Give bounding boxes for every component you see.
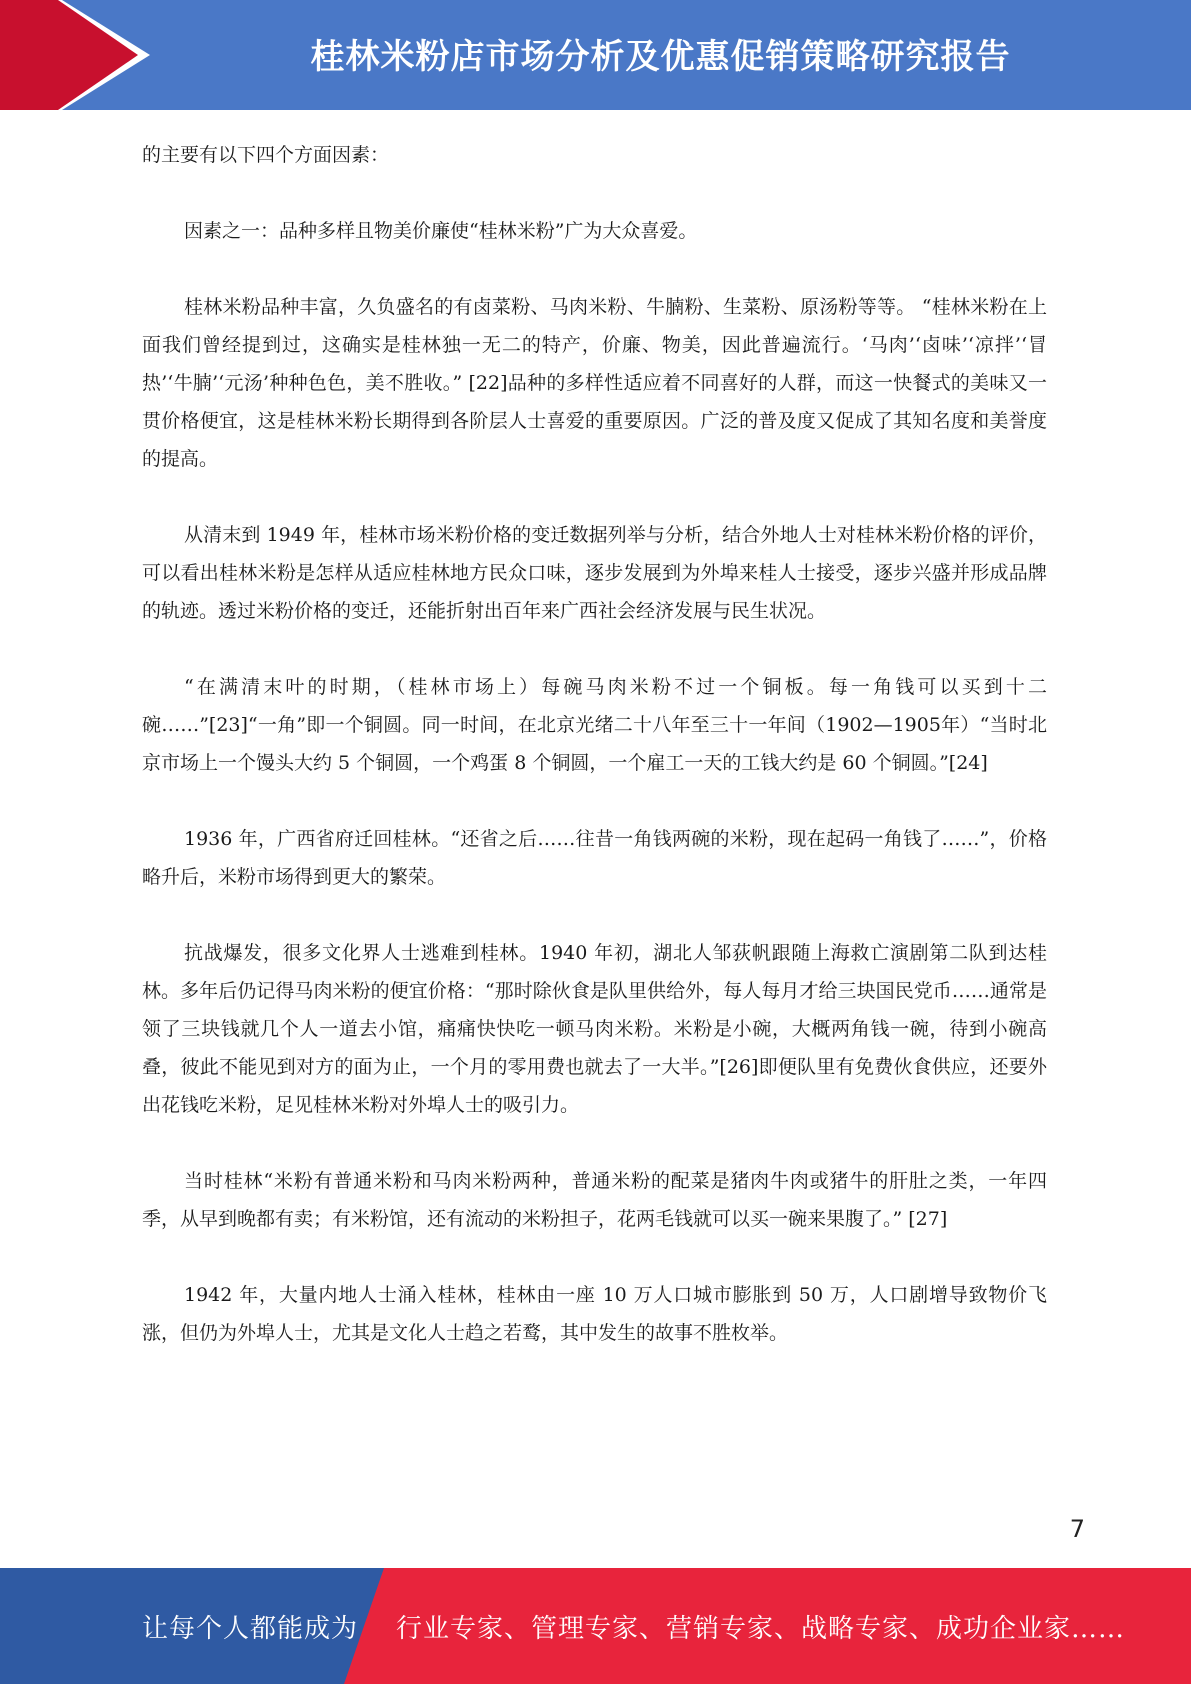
paragraph: “在满清末叶的时期，（桂林市场上）每碗马肉米粉不过一个铜板。每一角钱可以买到十二碗……”[23]“一角”即一个铜圆。同一时间，在北京光绪二十八年至三十一年间（1902—1905年）“当时北京市场上一个馒头大约 5 个铜圆，一个鸡蛋 8 个铜圆，一个雇工一天的工钱大约是 60 个铜圆。”[24] [142,676,1047,774]
footer-slogan-left: 让每个人都能成为 [142,1613,359,1644]
page-number: 7 [1069,1515,1085,1543]
footer-slogan-right: 行业专家、管理专家、营销专家、战略专家、成功企业家…… [396,1613,1126,1644]
page-header [0,0,1191,110]
report-title: 桂林米粉店市场分析及优惠促销策略研究报告 [310,36,1011,77]
paragraph: 桂林米粉品种丰富，久负盛名的有卤菜粉、马肉米粉、牛腩粉、生菜粉、原汤粉等等。 “桂林米粉在上面我们曾经提到过，这确实是桂林独一无二的特产，价廉、物美，因此普遍流行。‘马肉’‘卤味’‘凉拌’‘冒热’‘牛腩’‘元汤’种种色色，美不胜收。” [22]品种的多样性适应着不同喜好的人群，而这一快餐式的美味又一贯价格便宜，这是桂林米粉长期得到各阶层人士喜爱的重要原因。广泛的普及度又促成了其知名度和美誉度的提高。 [142,296,1047,470]
paragraph: 从清末到 1949 年，桂林市场米粉价格的变迁数据列举与分析，结合外地人士对桂林米粉价格的评价，可以看出桂林米粉是怎样从适应桂林地方民众口味，逐步发展到为外埠来桂人士接受，逐步兴盛并形成品牌的轨迹。透过米粉价格的变迁，还能折射出百年来广西社会经济发展与民生状况。 [142,524,1047,622]
paragraph: 的主要有以下四个方面因素： [142,144,390,166]
document-body [142,136,1047,1390]
paragraph: 1942 年，大量内地人士涌入桂林，桂林由一座 10 万人口城市膨胀到 50 万，人口剧增导致物价飞涨，但仍为外埠人士，尤其是文化人士趋之若鹜，其中发生的故事不胜枚举。 [142,1284,1047,1344]
paragraph: 1936 年，广西省府迁回桂林。“还省之后……往昔一角钱两碗的米粉，现在起码一角钱了……”，价格略升后，米粉市场得到更大的繁荣。 [142,828,1047,888]
paragraph: 抗战爆发，很多文化界人士逃难到桂林。1940 年初，湖北人邹荻帆跟随上海救亡演剧第二队到达桂林。多年后仍记得马肉米粉的便宜价格：“那时除伙食是队里供给外，每人每月才给三块国民党币……通常是领了三块钱就几个人一道去小馆，痛痛快快吃一顿马肉米粉。米粉是小碗，大概两角钱一碗，待到小碗高叠，彼此不能见到对方的面为止，一个月的零用费也就去了一大半。”[26]即便队里有免费伙食供应，还要外出花钱吃米粉，足见桂林米粉对外埠人士的吸引力。 [142,942,1047,1116]
paragraph: 因素之一：品种多样且物美价廉使“桂林米粉”广为大众喜爱。 [184,220,698,242]
page-footer [0,1568,1191,1684]
header-arrow-decoration [0,0,150,110]
paragraph: 当时桂林“米粉有普通米粉和马肉米粉两种，普通米粉的配菜是猪肉牛肉或猪牛的肝肚之类，一年四季，从早到晚都有卖；有米粉馆，还有流动的米粉担子，花两毛钱就可以买一碗来果腹了。” [27] [142,1170,1047,1230]
